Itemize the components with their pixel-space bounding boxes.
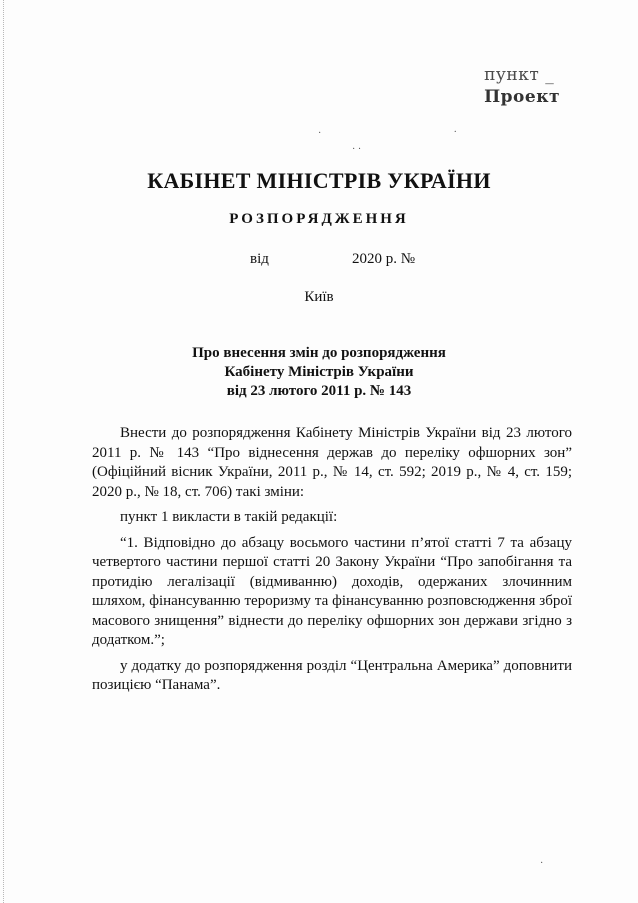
scan-edge bbox=[3, 0, 6, 903]
document-body bbox=[92, 424, 572, 699]
scan-speck: · bbox=[318, 128, 322, 139]
scan-speck: · · bbox=[352, 144, 362, 155]
subject-line: від 23 лютого 2011 р. № 143 bbox=[226, 383, 412, 399]
body-paragraph: Внести до розпорядження Кабінету Міністрів України від 23 лютого 2011 р. № 143 “Про віднесення держав до переліку офшорних зон” (Офіційний вісник України, 2011 р., № 14, ст. 592; 2019 р., № 4, ст. 159; 2020 р., № 18, ст. 706) такі зміни: bbox=[92, 425, 572, 500]
stamp-draft-label: Проект bbox=[484, 87, 560, 107]
date-prefix: від bbox=[250, 251, 269, 267]
document-type: РОЗПОРЯДЖЕННЯ bbox=[229, 211, 409, 227]
body-paragraph: “1. Відповідно до абзацу восьмого частини п’ятої статті 7 та абзацу четвертого частини першої статті 20 Закону України “Про запобігання та протидію легалізації (відмиванню) доходів, одержаних злочинним шляхом, фінансуванню тероризму та фінансуванню розповсюдження зброї масового знищення” віднести до переліку офшорних зон держави згідно з додатком.”; bbox=[92, 534, 572, 648]
body-paragraph: пункт 1 викласти в такій редакції: bbox=[120, 509, 338, 525]
body-paragraph: у додатку до розпорядження розділ “Центральна Америка” доповнити позицією “Панама”. bbox=[92, 657, 572, 693]
organization-title: КАБІНЕТ МІНІСТРІВ УКРАЇНИ bbox=[147, 168, 491, 193]
city: Київ bbox=[304, 289, 334, 305]
draft-stamp bbox=[484, 64, 560, 108]
subject-line: Про внесення змін до розпорядження bbox=[192, 345, 446, 361]
document-subject bbox=[0, 344, 638, 401]
date-year: 2020 р. № bbox=[352, 251, 416, 267]
subject-line: Кабінету Міністрів України bbox=[224, 364, 414, 380]
scan-speck: · bbox=[540, 858, 544, 869]
stamp-item-line: пункт _ bbox=[484, 65, 555, 85]
scan-speck: . bbox=[454, 124, 457, 135]
